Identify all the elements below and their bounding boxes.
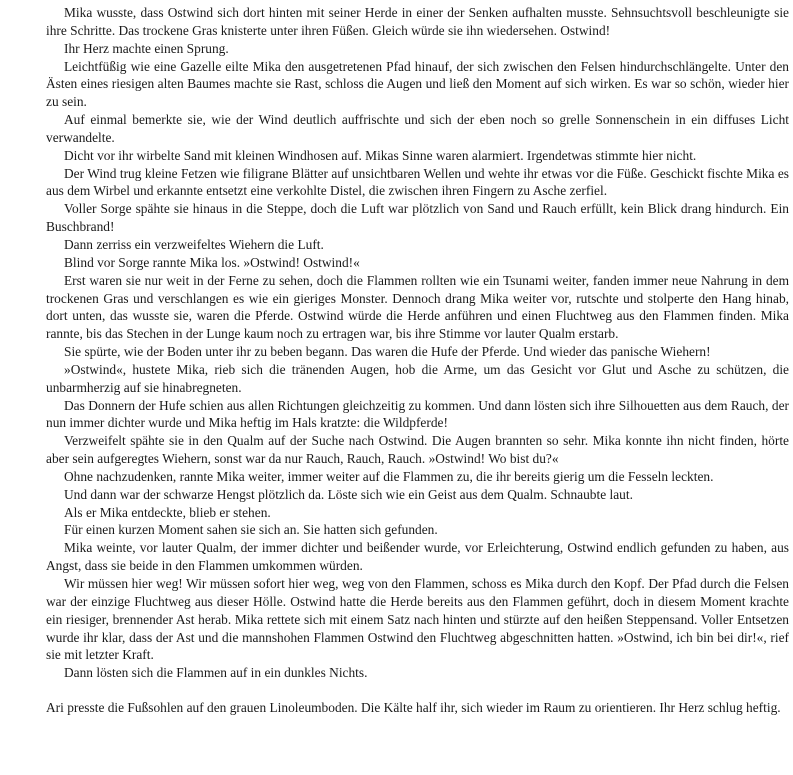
paragraph-9: Blind vor Sorge rannte Mika los. »Ostwind! Ostwind!« xyxy=(64,254,360,270)
paragraph-12: »Ostwind«, hustete Mika, rieb sich die tränenden Augen, hob die Arme, um das Gesicht vor Glut und Asche zu schützen, die unbarmherzig auf sie hinabregneten. xyxy=(46,361,789,395)
paragraph-4: Auf einmal bemerkte sie, wie der Wind deutlich auffrischte und sich der eben noch so grelle Sonnenschein in ein diffuses Licht verwandelte. xyxy=(46,112,789,145)
closing-paragraph: Ari presste die Fußsohlen auf den grauen Linoleumboden. Die Kälte half ihr, sich wieder im Raum zu orientieren. Ihr Herz schlug heftig. xyxy=(46,700,781,716)
paragraph-21: Dann lösten sich die Flammen auf in ein dunkles Nichts. xyxy=(64,665,368,681)
paragraph-1: Mika wusste, dass Ostwind sich dort hinten mit seiner Herde in einer der Senken aufhalten musste. Sehnsuchtsvoll beschleunigte sie ihre Schritte. Das trockene Gras knisterte unter ihren Füßen. Gleich würde sie ihn wiedersehen. Ostwind! xyxy=(46,5,789,38)
paragraph-20: Wir müssen hier weg! Wir müssen sofort hier weg, weg von den Flammen, schoss es Mika durch den Kopf. Der Pfad durch die Felsen war der einzige Fluchtweg aus dieser Hölle. Ostwind hatte die Herde bereits aus den Flammen geführt, doch in diesem Moment krachte ein riesiger, brennender Ast herab. Mika rettete sich mit einem Satz nach hinten und stürzte auf den heißen Steppensand. Voller Entsetzen wurde ihr klar, dass der Ast und die mannshohen Flammen Ostwind den Fluchtweg abgeschnitten hatten. »Ostwind, ich bin bei dir!«, rief sie mit letzter Kraft. xyxy=(46,576,789,663)
paragraph-19: Mika weinte, vor lauter Qualm, der immer dichter und beißender wurde, vor Erleichterung, Ostwind endlich gefunden zu haben, aus Angst, dass sie beide in den Flammen umkommen würden. xyxy=(46,540,789,574)
paragraph-7: Voller Sorge spähte sie hinaus in die Steppe, doch die Luft war plötzlich von Sand und Rauch erfüllt, kein Blick drang hindurch. Ein Buschbrand! xyxy=(46,201,789,235)
paragraph-17: Als er Mika entdeckte, blieb er stehen. xyxy=(64,504,271,520)
paragraph-3: Leichtfüßig wie eine Gazelle eilte Mika den ausgetretenen Pfad hinauf, der sich zwischen den Felsen hindurchschlängelte. Unter den Ästen eines riesigen alten Baumes machte sie Rast, schloss die Augen und ließ den Moment auf sich wirken. Es war so schön, wieder hier zu sein. xyxy=(46,58,789,110)
paragraph-10: Erst waren sie nur weit in der Ferne zu sehen, doch die Flammen rollten wie ein Tsunami weiter, fanden immer neue Nahrung in dem trockenen Gras und verschlangen es wie ein gieriges Monster. Dennoch drang Mika weiter vor, rutschte und stolperte den Hang hinab, dort unten, das wusste sie, waren die Pferde. Ostwind würde die Herde anführen und einen Fluchtweg aus den Flammen finden. Mika rannte, bis das Stechen in der Lunge kaum noch zu ertragen war, bis ihre Stimme vor lauter Qualm erstarb. xyxy=(46,272,789,342)
paragraph-14: Verzweifelt spähte sie in den Qualm auf der Suche nach Ostwind. Die Augen brannten so sehr. Mika konnte ihn nicht finden, hörte aber sein aufgeregtes Wiehern, sonst war da nur Rauch, Rauch, Rauch. »Ostwind! Wo bist du?« xyxy=(46,433,789,467)
paragraph-18: Für einen kurzen Moment sahen sie sich an. Sie hatten sich gefunden. xyxy=(64,522,438,538)
paragraph-8: Dann zerriss ein verzweifeltes Wiehern die Luft. xyxy=(64,236,324,252)
book-page xyxy=(46,4,789,717)
paragraph-6: Der Wind trug kleine Fetzen wie filigrane Blätter auf unsichtbaren Wellen und wehte ihr etwas vor die Füße. Geschickt fischte Mika es aus dem Wirbel und erkannte entsetzt eine verkohlte Distel, die zwischen ihren Fingern zu Asche zerfiel. xyxy=(46,165,789,199)
paragraph-13: Das Donnern der Hufe schien aus allen Richtungen gleichzeitig zu kommen. Und dann lösten sich ihre Silhouetten aus dem Rauch, der nun immer dichter wurde und Mika heftig im Hals kratzte: die Wildpferde! xyxy=(46,397,789,431)
paragraph-15: Ohne nachzudenken, rannte Mika weiter, immer weiter auf die Flammen zu, die ihr bereits gierig um die Fesseln leckten. xyxy=(64,468,714,484)
paragraph-5: Dicht vor ihr wirbelte Sand mit kleinen Windhosen auf. Mikas Sinne waren alarmiert. Irgendetwas stimmte hier nicht. xyxy=(64,147,697,163)
paragraph-11: Sie spürte, wie der Boden unter ihr zu beben begann. Das waren die Hufe der Pferde. Und wieder das panische Wiehern! xyxy=(64,344,711,360)
paragraph-2: Ihr Herz machte einen Sprung. xyxy=(64,40,229,56)
paragraph-16: Und dann war der schwarze Hengst plötzlich da. Löste sich wie ein Geist aus dem Qualm. Schnaubte laut. xyxy=(64,486,633,502)
